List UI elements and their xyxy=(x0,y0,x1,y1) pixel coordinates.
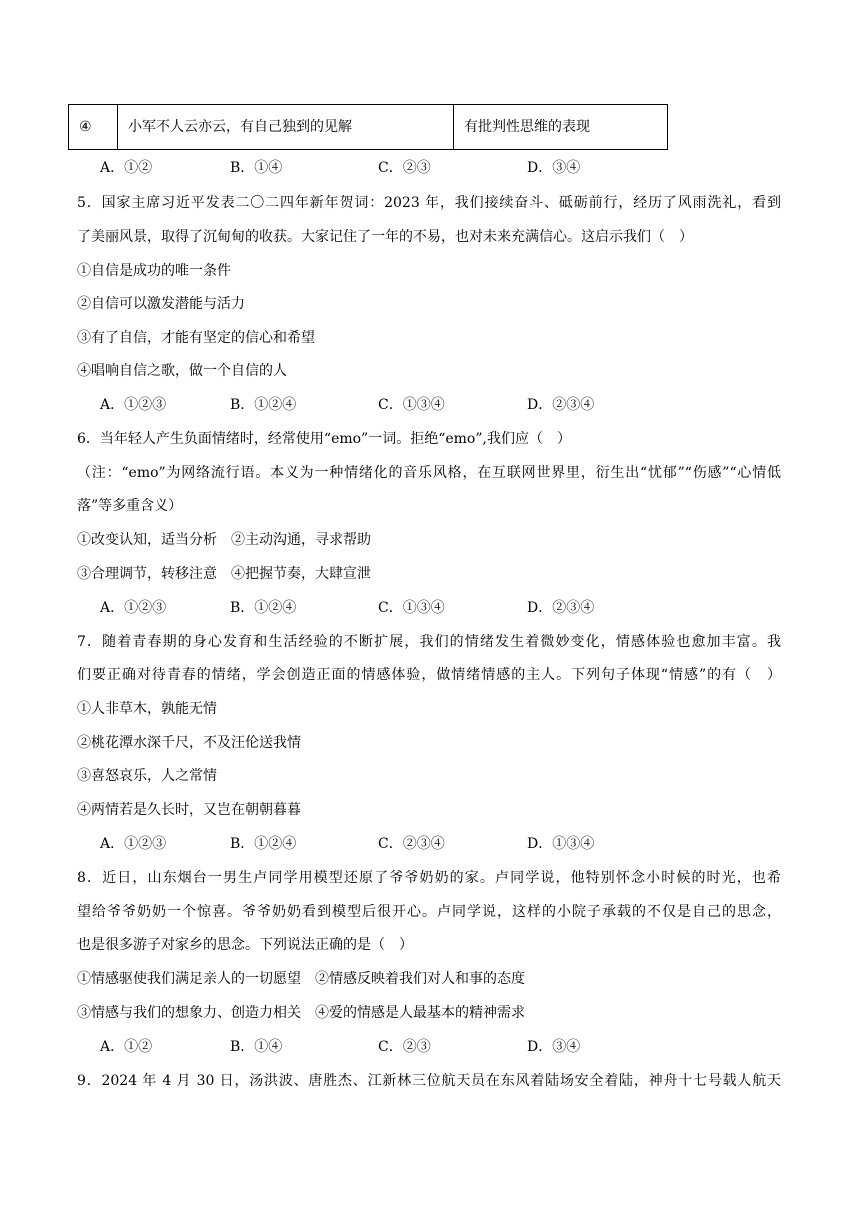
option-c[interactable]: C．①③④ xyxy=(378,397,445,413)
option-b[interactable]: B．①②④ xyxy=(230,836,297,852)
q5-stem-line: 了美丽风景，取得了沉甸甸的收获。大家记住了一年的不易，也对未来充满信心。这启示我们（ ） xyxy=(77,229,693,245)
q5-stem-line: 5．国家主席习近平发表二〇二四年新年贺词：2023 年，我们接续奋斗、砥砺前行，经历了风雨洗礼，看到 xyxy=(77,195,781,211)
option-a[interactable]: A．①② xyxy=(100,160,153,176)
q4-options xyxy=(100,158,660,178)
q5-item: ④唱响自信之歌，做一个自信的人 xyxy=(77,363,287,379)
option-a[interactable]: A．①②③ xyxy=(100,836,167,852)
q8-item: ③情感与我们的想象力、创造力相关 ④爱的情感是人最基本的精神需求 xyxy=(77,1005,525,1021)
q6-note-line: 落”等多重含义） xyxy=(77,498,183,514)
option-b[interactable]: B．①②④ xyxy=(230,397,297,413)
option-c[interactable]: C．①③④ xyxy=(378,600,445,616)
table-cell-number: ④ xyxy=(69,105,118,150)
option-b[interactable]: B．①②④ xyxy=(230,600,297,616)
q7-item: ④两情若是久长时，又岂在朝朝暮暮 xyxy=(77,802,301,818)
q7-options xyxy=(100,834,660,854)
q5-item: ②自信可以激发潜能与活力 xyxy=(77,296,245,312)
option-c[interactable]: C．②③ xyxy=(378,1039,431,1055)
q7-item: ②桃花潭水深千尺，不及汪伦送我情 xyxy=(77,735,301,751)
q8-stem-line: 8．近日，山东烟台一男生卢同学用模型还原了爷爷奶奶的家。卢同学说，他特别怀念小时候的时光，也希 xyxy=(77,870,781,886)
statement-table xyxy=(68,104,668,150)
option-a[interactable]: A．①②③ xyxy=(100,600,167,616)
option-a[interactable]: A．①②③ xyxy=(100,397,167,413)
q8-item: ①情感驱使我们满足亲人的一切愿望 ②情感反映着我们对人和事的态度 xyxy=(77,971,525,987)
q8-options xyxy=(100,1037,660,1057)
q5-options xyxy=(100,395,660,415)
option-d[interactable]: D．①③④ xyxy=(527,836,595,852)
option-d[interactable]: D．③④ xyxy=(527,160,581,176)
table-row xyxy=(69,105,668,150)
q7-stem-line: 们要正确对待青春的情绪，学会创造正面的情感体验，做情绪情感的主人。下列句子体现“情感”的有（ ） xyxy=(77,667,781,683)
option-c[interactable]: C．②③ xyxy=(378,160,431,176)
q8-stem-line: 望给爷爷奶奶一个惊喜。爷爷奶奶看到模型后很开心。卢同学说，这样的小院子承载的不仅是自己的思念， xyxy=(77,904,781,920)
q7-item: ③喜怒哀乐，人之常情 xyxy=(77,768,217,784)
option-c[interactable]: C．②③④ xyxy=(378,836,445,852)
table-cell-statement: 小军不人云亦云，有自己独到的见解 xyxy=(118,105,454,150)
q6-stem-line: 6．当年轻人产生负面情绪时，经常使用“emo”一词。拒绝“emo”,我们应（ ） xyxy=(77,431,571,447)
q6-options xyxy=(100,598,660,618)
q5-item: ③有了自信，才能有坚定的信心和希望 xyxy=(77,330,315,346)
q8-stem-line: 也是很多游子对家乡的思念。下列说法正确的是（ ） xyxy=(77,937,413,953)
q7-item: ①人非草木，孰能无情 xyxy=(77,701,217,717)
q6-item: ①改变认知，适当分析 ②主动沟通，寻求帮助 xyxy=(77,532,371,548)
table-cell-judgement: 有批判性思维的表现 xyxy=(454,105,668,150)
option-b[interactable]: B．①④ xyxy=(230,160,283,176)
option-b[interactable]: B．①④ xyxy=(230,1039,283,1055)
q7-stem-line: 7．随着青春期的身心发育和生活经验的不断扩展，我们的情绪发生着微妙变化，情感体验也愈加丰富。我 xyxy=(77,634,781,650)
q5-item: ①自信是成功的唯一条件 xyxy=(77,263,231,279)
q6-item: ③合理调节，转移注意 ④把握节奏，大肆宣泄 xyxy=(77,566,371,582)
option-a[interactable]: A．①② xyxy=(100,1039,153,1055)
option-d[interactable]: D．②③④ xyxy=(527,600,595,616)
option-d[interactable]: D．②③④ xyxy=(527,397,595,413)
option-d[interactable]: D．③④ xyxy=(527,1039,581,1055)
q9-stem-line: 9．2024 年 4 月 30 日，汤洪波、唐胜杰、江新林三位航天员在东风着陆场安全着陆，神舟十七号载人航天 xyxy=(77,1073,781,1089)
q6-note-line: （注：“emo”为网络流行语。本义为一种情绪化的音乐风格，在互联网世界里，衍生出“忧郁”“伤感”“心情低 xyxy=(77,465,781,481)
